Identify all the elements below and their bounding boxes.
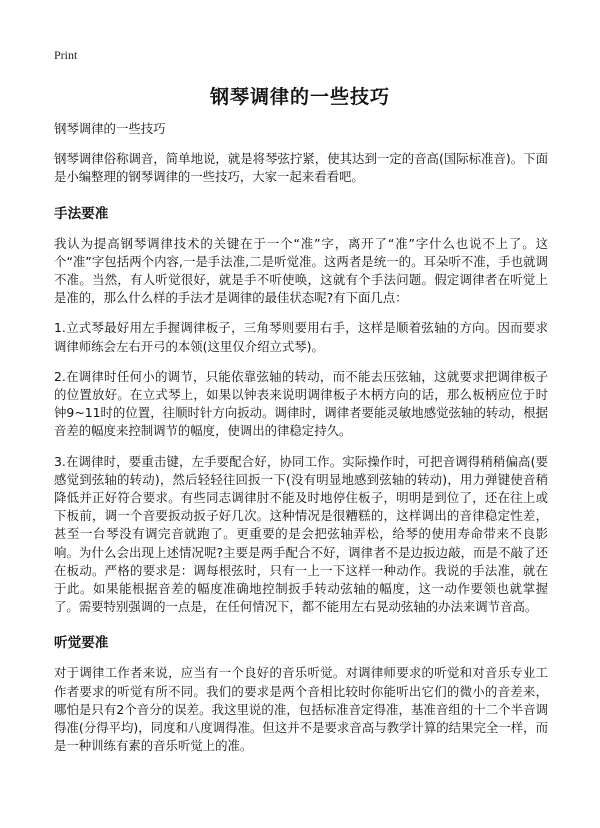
intro-paragraph: 钢琴调律俗称调音，简单地说，就是将琴弦拧紧，使其达到一定的音高(国际标准音)。下面是小编整理的钢琴调律的一些技巧，大家一起来看看吧。 xyxy=(54,151,548,185)
paragraph: 3.在调律时，要重击键，左手要配合好，协同工作。实际操作时，可把音调得稍稍偏高(要感觉到弦轴的转动)，然后轻轻往回扳一下(没有明显地感到弦轴的转动)，用力弹键使音稍降低并正好符合要求。有些同志调律肘不能及时地停住板子，明明是到位了，还在往上或下板前，调一个音要扳动扳子好几次。这种情况是很糟糕的，这样调出的音律稳定性差，甚至一台琴没有调完音就跑了。更重要的是会把弦轴弄松，给琴的使用寿命带来不良影响。为什么会出现上述情况呢?主要是两手配合不好，调律者不是边扳边敲，而是不敲了还在板动。严格的要求是：调每根弦时，只有一上一下这样一种动作。我说的手法准，就在于此。如果能根据音差的幅度准确地控制扳手转动弦轴的幅度，这一动作要领也就掌握了。需要特别强调的一点是，在任何情况下，都不能用左右晃动弦轴的办法来调节音高。 xyxy=(54,453,548,615)
section-heading-technique: 手法要准 xyxy=(54,205,109,222)
paragraph: 1.立式琴最好用左手握调律板子，三角琴则要用右手，这样是顺着弦轴的方向。因而要求调律师练会左右开弓的本领(这里仅介绍立式琴)。 xyxy=(54,320,548,354)
page-title: 钢琴调律的一些技巧 xyxy=(209,86,390,108)
article-subtitle: 钢琴调律的一些技巧 xyxy=(54,121,166,136)
section-heading-hearing: 听觉要准 xyxy=(54,635,109,652)
paragraph: 对于调律工作者来说，应当有一个良好的音乐听觉。对调律师要求的听觉和对音乐专业工作者要求的听觉有所不同。我们的要求是两个音相比较时你能听出它们的微小的音差来，哪怕是只有2个音分的误差。我这里说的准，包括标准音定得准，基准音组的十二个半音调得准(分得平均)，同度和八度调得准。但这并不是要求音高与教学计算的结果完全一样，而是一种训练有素的音乐听觉上的准。 xyxy=(54,665,548,754)
paragraph: 我认为提高钢琴调律技术的关键在于一个“准”字，离开了“准”字什么也说不上了。这个“准”字包括两个内容,一是手法准,二是听觉准。这两者是统一的。耳朵听不准，手也就调不准。当然，有人听觉很好，就是手不听使唤，这就有个手法问题。假定调律者在听觉上是准的，那么什么样的手法才是调律的最佳状态呢?有下面几点： xyxy=(54,235,548,306)
article-body xyxy=(54,120,548,767)
print-link[interactable]: Print xyxy=(54,48,78,62)
paragraph: 2.在调律时任何小的调节，只能依靠弦轴的转动，而不能去压弦轴，这就要求把调律板子的位置放好。在立式琴上，如果以钟表来说明调律板子木柄方向的话，那么板柄应位于时钟9~11时的位置，往顺时针方向扳动。调律时，调律者要能灵敏地感觉弦轴的转动，根据音差的幅度来控制调节的幅度，使调出的律稳定持久。 xyxy=(54,368,548,439)
